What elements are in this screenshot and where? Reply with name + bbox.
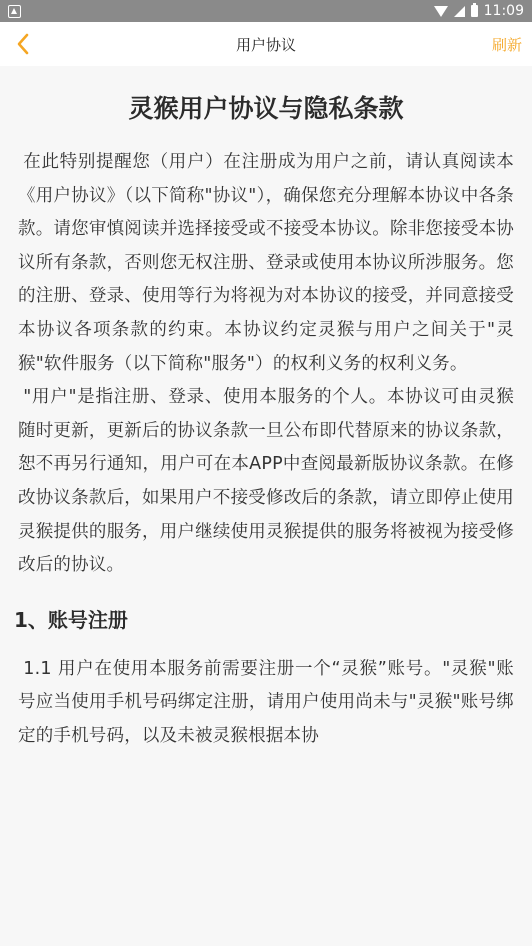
page-title: 用户协议 [235, 35, 296, 54]
refresh-button[interactable]: 刷新 [491, 35, 522, 54]
status-left [8, 5, 21, 18]
section-title-account-registration: 1、账号注册 [14, 607, 128, 632]
chevron-left-icon [16, 33, 30, 55]
battery-icon [471, 5, 478, 17]
document-title: 灵猴用户协议与隐私条款 [128, 94, 404, 123]
status-bar [0, 0, 532, 22]
wifi-icon [434, 6, 448, 17]
status-time: 11:09 [483, 3, 524, 19]
back-button[interactable] [8, 22, 38, 66]
paragraph-intro: 在此特别提醒您（用户）在注册成为用户之前，请认真阅读本《用户协议》（以下简称"协议"），确保您充分理解本协议中各条款。请您审慎阅读并选择接受或不接受本协议。除非您接受本协议所有条款，否则您无权注册、登录或使用本协议所涉服务。您的注册、登录、使用等行为将视为对本协议的接受，并同意接受本协议各项条款的约束。本协议约定灵猴与用户之间关于"灵猴"软件服务（以下简称"服务"）的权利义务的权利义务。 [18, 152, 514, 374]
paragraph-registration: 1.1 用户在使用本服务前需要注册一个“灵猴”账号。"灵猴"账号应当使用手机号码绑定注册，请用户使用尚未与"灵猴"账号绑定的手机号码，以及未被灵猴根据本协 [18, 658, 514, 746]
agreement-content[interactable] [0, 66, 532, 754]
nav-bar [0, 22, 532, 66]
status-right [434, 3, 524, 19]
signal-icon [454, 6, 465, 17]
paragraph-user-definition: "用户"是指注册、登录、使用本服务的个人。本协议可由灵猴随时更新，更新后的协议条款一旦公布即代替原来的协议条款，恕不再另行通知，用户可在本APP中查阅最新版协议条款。在修改协议条款后，如果用户不接受修改后的条款，请立即停止使用灵猴提供的服务，用户继续使用灵猴提供的服务将被视为接受修改后的协议。 [18, 387, 514, 576]
notification-icon [8, 5, 21, 18]
